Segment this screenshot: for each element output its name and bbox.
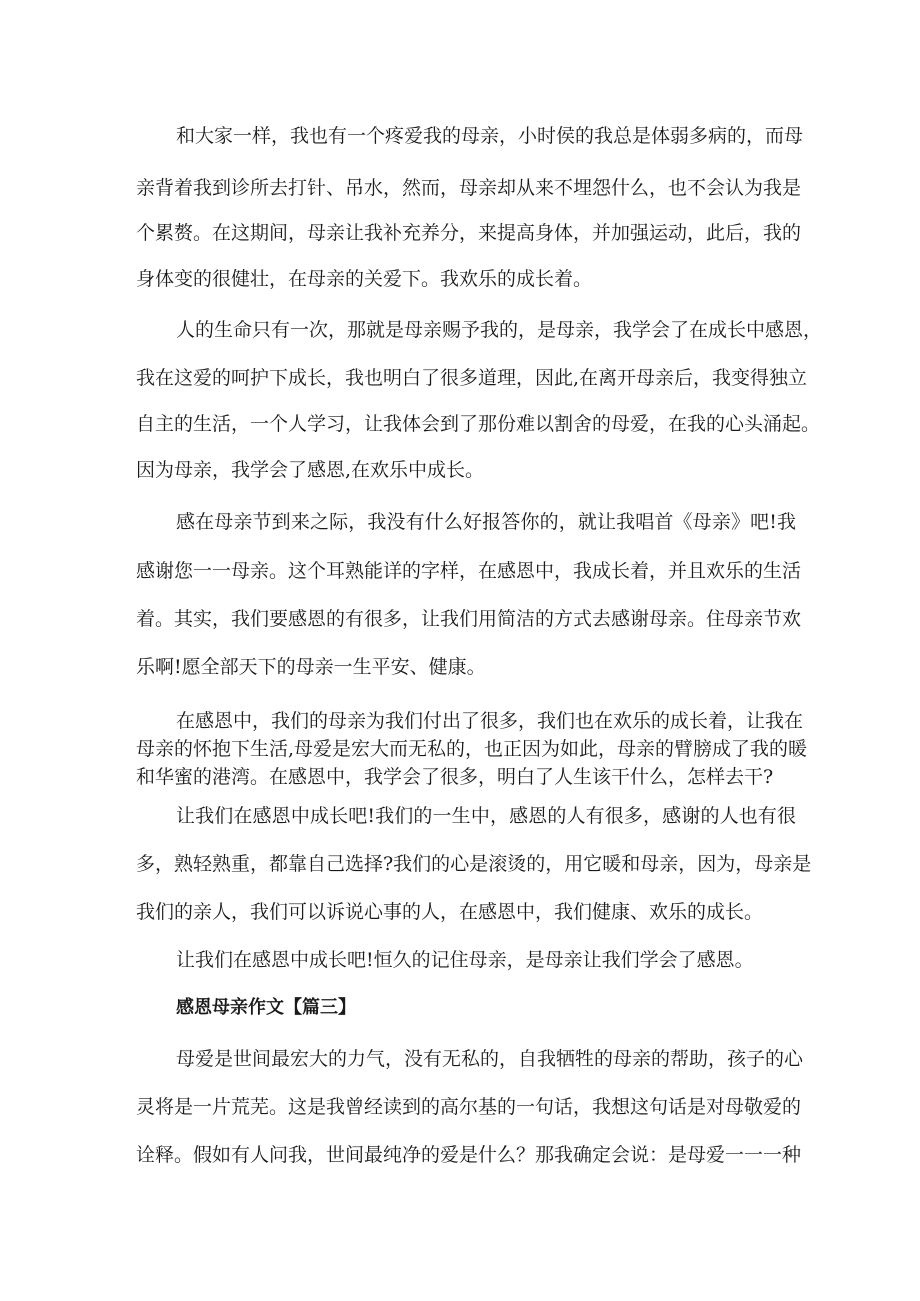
paragraph-1-line-2: 亲背着我到诊所去打针、吊水，然而，母亲却从来不埋怨什么，也不会认为我是 [136,177,802,199]
paragraph-6-line-1: 让我们在感恩中成长吧!恒久的记住母亲，是母亲让我们学会了感恩。 [176,949,754,971]
paragraph-5-line-2: 多，熟轻熟重，都靠自己选择?我们的心是滚烫的，用它暖和母亲，因为，母亲是 [136,853,812,875]
paragraph-3-line-4: 乐啊!愿全部天下的母亲一生平安、健康。 [136,656,486,678]
paragraph-2-line-4: 因为母亲，我学会了感恩,在欢乐中成长。 [136,459,485,481]
paragraph-3-line-3: 着。其实，我们要感恩的有很多，让我们用简洁的方式去感谢母亲。住母亲节欢 [136,608,802,630]
final-paragraph-line-1: 母爱是世间最宏大的力气，没有无私的，自我牺牲的母亲的帮助，孩子的心 [176,1048,804,1070]
paragraph-2-line-2: 我在这爱的呵护下成长，我也明白了很多道理，因此,在离开母亲后，我变得独立 [136,367,808,389]
paragraph-2-line-1: 人的生命只有一次，那就是母亲赐予我的，是母亲，我学会了在成长中感恩， [176,319,823,341]
paragraph-5-line-1: 让我们在感恩中成长吧!我们的一生中，感恩的人有很多，感谢的人也有很 [176,805,796,827]
paragraph-3-line-2: 感谢您一一母亲。这个耳熟能详的字样，在感恩中，我成长着，并且欢乐的生活 [136,560,802,582]
paragraph-4-line-3: 和华蜜的港湾。在感恩中，我学会了很多，明白了人生该干什么，怎样去干? [136,766,774,788]
final-paragraph-line-2: 灵将是一片荒芜。这是我曾经读到的高尔基的一句话，我想这句话是对母敬爱的 [136,1096,802,1118]
paragraph-2-line-3: 自主的生活，一个人学习，让我体会到了那份难以割舍的母爱，在我的心头涌起。 [136,413,821,435]
paragraph-5-line-3: 我们的亲人，我们可以诉说心事的人，在感恩中，我们健康、欢乐的成长。 [136,901,764,923]
paragraph-4-line-1: 在感恩中，我们的母亲为我们付出了很多，我们也在欢乐的成长着，让我在 [176,710,804,732]
section-heading: 感恩母亲作文【篇三】 [176,997,356,1018]
paragraph-1-line-1: 和大家一样，我也有一个疼爱我的母亲，小时侯的我总是体弱多病的，而母 [176,125,804,147]
paragraph-3-line-1: 感在母亲节到来之际，我没有什么好报答你的，就让我唱首《母亲》吧!我 [176,511,796,533]
final-paragraph-line-3: 诠释。假如有人问我，世间最纯净的爱是什么？那我确定会说：是母爱一一一种 [136,1144,802,1166]
paragraph-4-line-2: 母亲的怀抱下生活,母爱是宏大而无私的，也正因为如此，母亲的臂膀成了我的暖 [136,738,808,760]
paragraph-1-line-3: 个累赘。在这期间，母亲让我补充养分，来提高身体，并加强运动，此后，我的 [136,222,802,244]
paragraph-1-line-4: 身体变的很健壮，在母亲的关爱下。我欢乐的成长着。 [136,268,593,290]
